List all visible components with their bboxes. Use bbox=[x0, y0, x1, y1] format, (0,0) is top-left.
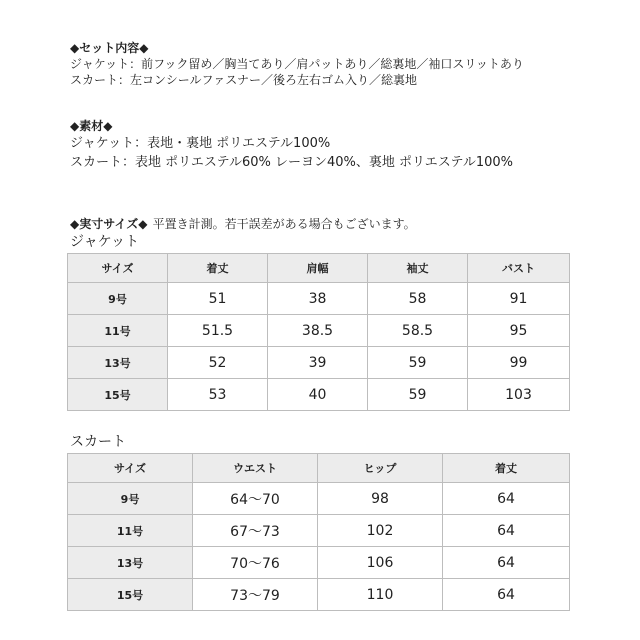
set-contents-heading: ◆セット内容◆ bbox=[70, 41, 149, 55]
size-label-cell: 13号 bbox=[68, 547, 193, 579]
material-section bbox=[70, 118, 513, 172]
size-heading: ◆実寸サイズ◆ bbox=[70, 217, 148, 231]
table-row bbox=[68, 347, 570, 379]
table-row bbox=[68, 283, 570, 315]
table-cell: 64～70 bbox=[193, 483, 318, 515]
jacket-table-caption: ジャケット bbox=[70, 234, 140, 250]
table-cell: 99 bbox=[468, 347, 570, 379]
table-header-row bbox=[68, 254, 570, 283]
skirt-table-caption: スカート bbox=[70, 434, 126, 450]
table-cell: 39 bbox=[268, 347, 368, 379]
header-cell: 着丈 bbox=[443, 454, 570, 483]
set-contents-skirt-line: スカート：左コンシールファスナー／後ろ左右ゴム入り／総裏地 bbox=[70, 73, 417, 87]
table-cell: 58 bbox=[368, 283, 468, 315]
table-cell: 59 bbox=[368, 379, 468, 411]
table-cell: 106 bbox=[318, 547, 443, 579]
table-cell: 67～73 bbox=[193, 515, 318, 547]
table-cell: 58.5 bbox=[368, 315, 468, 347]
table-cell: 103 bbox=[468, 379, 570, 411]
size-label-cell: 9号 bbox=[68, 283, 168, 315]
header-cell: サイズ bbox=[68, 454, 193, 483]
table-cell: 38.5 bbox=[268, 315, 368, 347]
size-label-cell: 11号 bbox=[68, 315, 168, 347]
table-cell: 110 bbox=[318, 579, 443, 611]
table-cell: 91 bbox=[468, 283, 570, 315]
table-cell: 51.5 bbox=[168, 315, 268, 347]
table-cell: 51 bbox=[168, 283, 268, 315]
table-cell: 64 bbox=[443, 483, 570, 515]
size-section-header bbox=[70, 213, 416, 232]
table-cell: 59 bbox=[368, 347, 468, 379]
table-header-row bbox=[68, 454, 570, 483]
skirt-size-table bbox=[67, 453, 570, 611]
table-cell: 64 bbox=[443, 579, 570, 611]
jacket-size-table bbox=[67, 253, 570, 411]
table-row bbox=[68, 579, 570, 611]
table-row bbox=[68, 547, 570, 579]
table-row bbox=[68, 515, 570, 547]
header-cell: ヒップ bbox=[318, 454, 443, 483]
table-cell: 73～79 bbox=[193, 579, 318, 611]
table-cell: 102 bbox=[318, 515, 443, 547]
size-label-cell: 9号 bbox=[68, 483, 193, 515]
header-cell: 肩幅 bbox=[268, 254, 368, 283]
table-cell: 40 bbox=[268, 379, 368, 411]
table-cell: 95 bbox=[468, 315, 570, 347]
header-cell: 袖丈 bbox=[368, 254, 468, 283]
size-label-cell: 15号 bbox=[68, 579, 193, 611]
header-cell: バスト bbox=[468, 254, 570, 283]
set-contents-jacket-line: ジャケット：前フック留め／胸当てあり／肩パットあり／総裏地／袖口スリットあり bbox=[70, 57, 524, 71]
material-heading: ◆素材◆ bbox=[70, 119, 113, 133]
size-label-cell: 13号 bbox=[68, 347, 168, 379]
size-label-cell: 11号 bbox=[68, 515, 193, 547]
header-cell: サイズ bbox=[68, 254, 168, 283]
size-note: 平置き計測。若干誤差がある場合もございます。 bbox=[152, 217, 416, 231]
header-cell: ウエスト bbox=[193, 454, 318, 483]
size-label-cell: 15号 bbox=[68, 379, 168, 411]
set-contents-section bbox=[70, 40, 524, 88]
table-row bbox=[68, 483, 570, 515]
table-cell: 64 bbox=[443, 515, 570, 547]
header-cell: 着丈 bbox=[168, 254, 268, 283]
table-row bbox=[68, 315, 570, 347]
table-cell: 64 bbox=[443, 547, 570, 579]
table-cell: 53 bbox=[168, 379, 268, 411]
table-row bbox=[68, 379, 570, 411]
table-cell: 98 bbox=[318, 483, 443, 515]
table-cell: 70～76 bbox=[193, 547, 318, 579]
table-cell: 38 bbox=[268, 283, 368, 315]
table-cell: 52 bbox=[168, 347, 268, 379]
material-skirt-line: スカート：表地 ポリエステル60% レーヨン40%、裏地 ポリエステル100% bbox=[70, 155, 514, 170]
material-jacket-line: ジャケット：表地・裏地 ポリエステル100% bbox=[70, 136, 331, 151]
